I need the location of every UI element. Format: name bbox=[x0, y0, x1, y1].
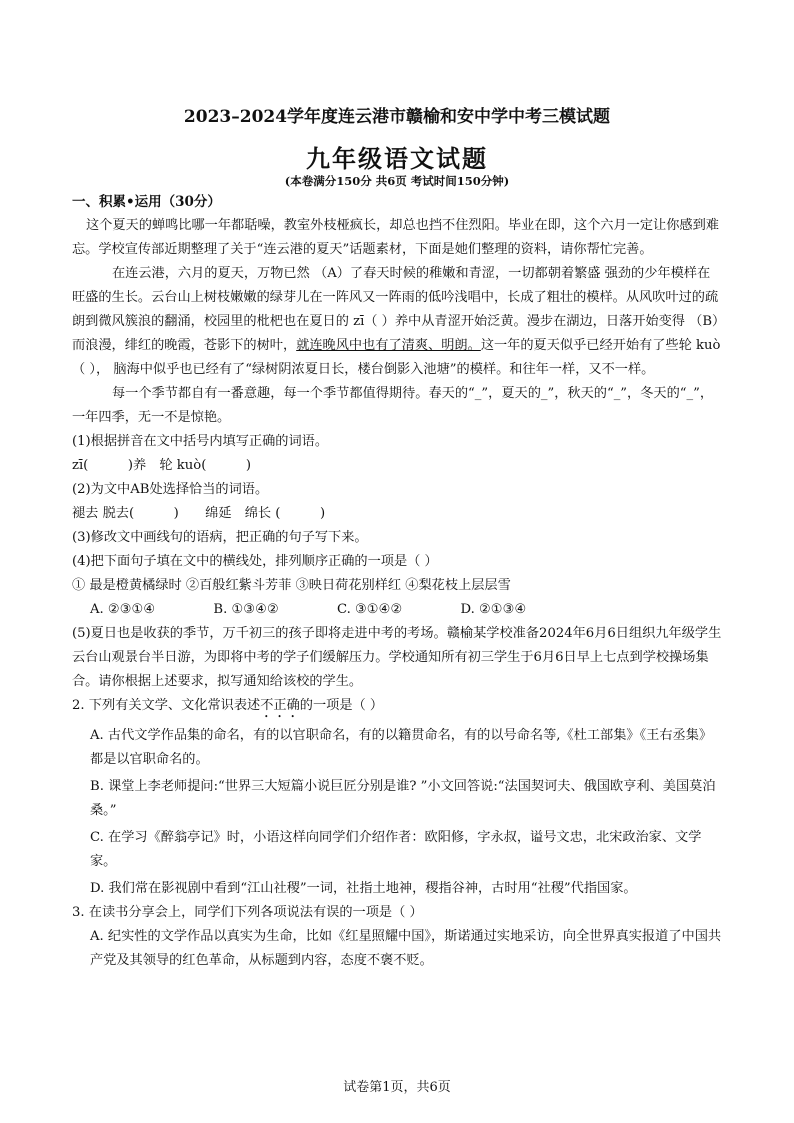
question-2-option-b: B. 课堂上李老师提问:“世界三大短篇小说巨匠分别是谁? ”小文回答说:“法国契诃夫、俄国欧亨利、美国莫泊桑。” bbox=[90, 779, 716, 818]
question-1-2-options: 褪去 脱去( ) 绵延 绵长 ( ) bbox=[72, 506, 326, 521]
subject-title: 九年级语文试题 bbox=[306, 144, 488, 173]
question-1-3: (3)修改文中画线句的语病，把正确的句子写下来。 bbox=[72, 530, 368, 545]
exam-info: (本卷满分150分 共6页 考试时间150分钟) bbox=[284, 174, 510, 188]
exam-content bbox=[72, 190, 722, 973]
choice-d: D. ②①③④ bbox=[460, 602, 527, 617]
question-2-option-a: A. 古代文学作品集的命名，有的以官职命名，有的以籍贯命名，有的以号命名等,《杜工部集》《王右丞集》都是以官职命名的。 bbox=[90, 728, 713, 767]
section-intro: 这个夏天的蝉鸣比哪一年都聒噪，教室外枝桠疯长，却总也挡不住烈阳。毕业在即，这个六月一定让你感到难忘。学校宣传部近期整理了关于“连云港的夏天”话题素材，下面是她们整理的资料，请你帮忙完善。 bbox=[72, 218, 719, 257]
reading-passage-1 bbox=[72, 262, 722, 382]
question-1-4-items: ① 最是橙黄橘绿时 ②百般红紫斗芳菲 ③映日荷花别样红 ④梨花枝上层层雪 bbox=[72, 578, 511, 593]
question-2-option-c: C. 在学习《醉翁亭记》时，小语这样向同学们介绍作者：欧阳修，字永叔，谥号文忠，北宋政治家、文学家。 bbox=[90, 830, 702, 869]
question-3-option-a: A. 纪实性的文学作品以真实为生命，比如《红星照耀中国》，斯诺通过实地采访，向全世界真实报道了中国共产党及其领导的红色革命，从标题到内容，态度不褒不贬。 bbox=[90, 929, 722, 968]
question-1-4-choices bbox=[72, 598, 722, 622]
underlined-sentence: 就连晚风中也有了清爽、明朗。 bbox=[296, 338, 481, 353]
question-1-1-blanks: zī( )养 轮 kuò( ) bbox=[72, 458, 252, 473]
choice-c: C. ③①④② bbox=[336, 602, 403, 617]
reading-passage-2: 每一个季节都自有一番意趣，每一个季节都值得期待。春天的“_”，夏天的_”，秋天的“_”，冬天的“_”，一年四季，无一不是惊艳。 bbox=[72, 386, 714, 425]
question-2-option-d: D. 我们常在影视剧中看到“江山社稷”一词，社指土地神，稷指谷神，古时用“社稷”代指国家。 bbox=[90, 881, 637, 896]
question-2-stem: 2. 下列有关文学、文化常识表述不正确的一项是（ ） bbox=[72, 698, 384, 713]
page-footer: 试卷第1页，共6页 bbox=[343, 1080, 451, 1095]
choice-b: B. ①③④② bbox=[213, 602, 279, 617]
emphasized-text: 不正确 bbox=[260, 698, 300, 713]
question-1-5: (5)夏日也是收获的季节，万千初三的孩子即将走进中考的考场。赣榆某学校准备2024年6月6日组织九年级学生云台山观景台半日游，为即将中考的学子们缓解压力。学校通知所有初三学生于6月6日早上七点到学校操场集合。请你根据上述要求，拟写通知给该校的学生。 bbox=[72, 626, 722, 689]
section-heading: 一、积累•运用（30分） bbox=[72, 194, 221, 210]
question-3-stem: 3. 在读书分享会上，同学们下列各项说法有误的一项是（ ） bbox=[72, 905, 423, 920]
choice-a: A. ②③①④ bbox=[90, 602, 156, 617]
passage-text: 这一年的夏天似乎已经开始有了些轮 kuò（ ）， 脑海中似乎也已经有了“绿树阴浓夏日长，楼台倒影入池塘”的模样。和往年一样，又不一样。 bbox=[72, 338, 721, 377]
passage-text: 在连云港，六月的夏天，万物已然 （A）了春天时候的稚嫩和青涩，一切都朝着繁盛 强劲的少年模样在旺盛的生长。云台山上树枝嫩嫩的绿芽儿在一阵风又一阵雨的低吟浅唱中，长成了粗壮的模样。从风吹叶过的疏朗到微风簇浪的翻涌，校园里的枇杷也在夏日的 zī（ ）养中从青涩开始泛黄。漫步在湖边，日落开始变得 （B）而浪漫，绯红的晚霞，苍影下的树叶， bbox=[72, 266, 719, 353]
question-1-2: (2)为文中AB处选择恰当的词语。 bbox=[72, 482, 269, 497]
question-1-1: (1)根据拼音在文中括号内填写正确的词语。 bbox=[72, 434, 329, 449]
exam-title: 2023–2024学年度连云港市赣榆和安中学中考三模试题 bbox=[183, 107, 611, 127]
question-1-4: (4)把下面句子填在文中的横线处，排列顺序正确的一项是（ ） bbox=[72, 554, 438, 569]
